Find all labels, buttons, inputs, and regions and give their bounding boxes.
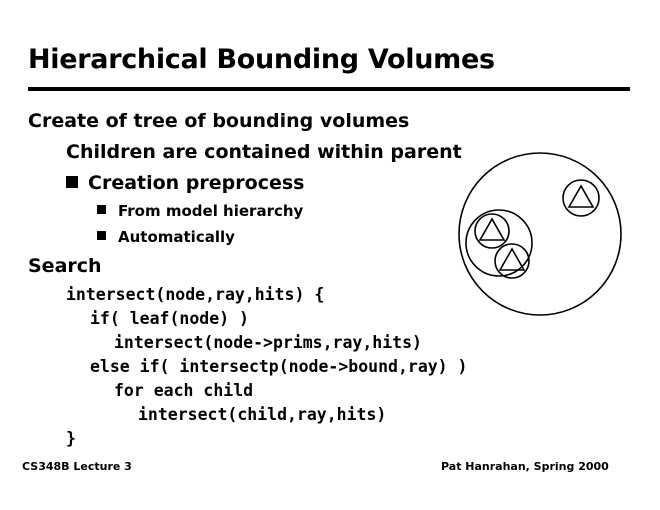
code-line-5: for each child xyxy=(114,381,254,400)
triangle-primitive-a xyxy=(480,219,504,240)
code-line-2: if( leaf(node) ) xyxy=(90,309,249,328)
code-line-6: intersect(child,ray,hits) xyxy=(138,405,387,424)
item-search: Search xyxy=(28,255,102,277)
item-children-contained: Children are contained within parent xyxy=(66,141,462,163)
item-creation-preprocess-label: Creation preprocess xyxy=(88,172,305,194)
slide-title: Hierarchical Bounding Volumes xyxy=(28,44,495,75)
code-line-3: intersect(node->prims,ray,hits) xyxy=(114,333,422,352)
code-line-4: else if( intersectp(node->bound,ray) ) xyxy=(90,357,468,376)
triangle-primitive-c xyxy=(569,186,593,207)
footer-course: CS348B Lecture 3 xyxy=(22,460,132,473)
item-automatically-label: Automatically xyxy=(118,228,235,246)
code-line-7: } xyxy=(66,429,76,448)
item-model-hierarchy-label: From model hierarchy xyxy=(118,202,304,220)
code-line-1: intersect(node,ray,hits) { xyxy=(66,285,325,304)
footer-author: Pat Hanrahan, Spring 2000 xyxy=(441,460,609,473)
item-create-tree: Create of tree of bounding volumes xyxy=(28,110,410,132)
triangle-primitive-b xyxy=(500,249,524,270)
